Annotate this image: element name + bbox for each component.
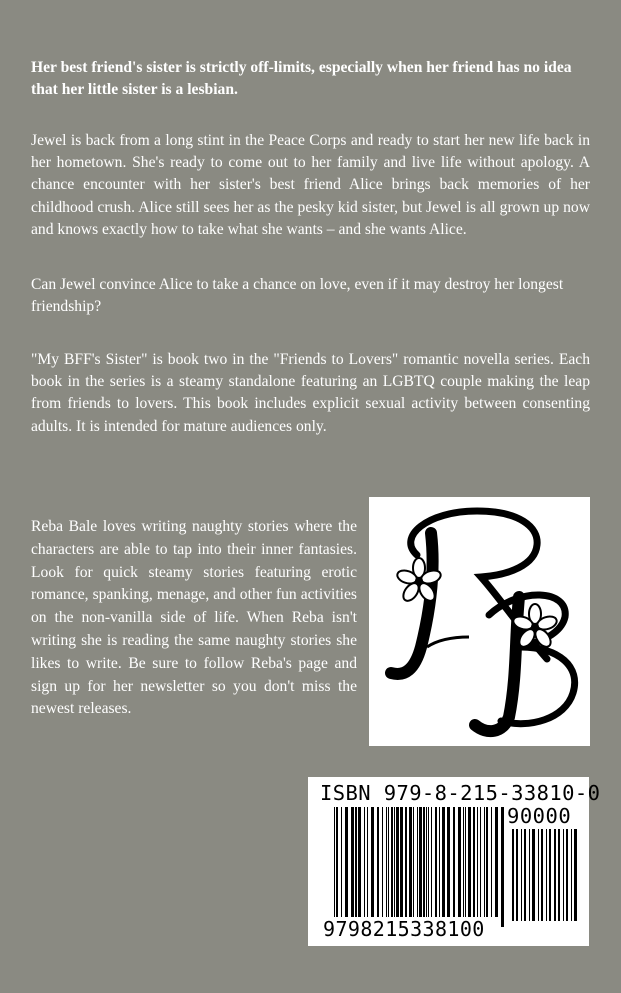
barcode-bar (563, 829, 564, 921)
barcode-bar (512, 829, 514, 921)
barcode-bar (491, 807, 492, 917)
barcode-bar (371, 807, 374, 917)
barcode-bar (442, 807, 445, 917)
barcode-bar (409, 807, 412, 917)
barcode-bar (341, 807, 342, 917)
barcode-bar (419, 807, 422, 927)
barcode-bar (367, 807, 368, 917)
barcode-bar (465, 807, 466, 917)
book-blurb: Jewel is back from a long stint in the Peace Corps and ready to start her new life back in her hometown. She's ready to come out to her family and live life without apology. A chance encounter with her sister's best friend Alice brings back memories of her childhood crush. Alice still sees her as the pesky kid sister, but Jewel is all grown up now and knows exactly how to take what she wants – and she wants Alice. (31, 132, 590, 238)
barcode-bar (453, 807, 455, 917)
barcode-bar (351, 807, 354, 917)
price-code: 90000 (507, 804, 572, 828)
barcode-bar (574, 829, 577, 921)
barcode-bar (396, 807, 399, 917)
barcode-bar (477, 807, 478, 917)
barcode-bar (484, 807, 485, 917)
series-note: "My BFF's Sister" is book two in the "Friends to Lovers" romantic novella series. Each book in the series is a steamy standalone featuring an LGBTQ couple making the leap from friends to lovers. This book includes explicit sexual activity between consenting adults. It is intended for mature audiences only. (31, 351, 590, 435)
barcode-bar (463, 807, 464, 917)
rb-monogram-icon (369, 497, 590, 746)
barcode-bar (336, 807, 338, 927)
barcode-bar (495, 807, 498, 917)
barcode-bar (468, 807, 471, 917)
barcode-bar (554, 829, 556, 921)
barcode-bar (524, 829, 526, 921)
barcode-bar (439, 807, 440, 917)
barcode-bar (566, 829, 568, 921)
barcode-bar (532, 829, 535, 921)
tagline: Her best friend's sister is strictly off-limits, especially when her friend has no idea that her little sister is a lesbian. (31, 59, 572, 99)
barcode-bar (345, 807, 348, 917)
barcode-bar (516, 829, 518, 921)
barcode-bar (386, 807, 387, 917)
barcode-bar (473, 807, 475, 917)
barcode-bar (394, 807, 395, 917)
isbn-label: ISBN 979-8-215-33810-0 (320, 781, 601, 805)
barcode-bar (541, 829, 543, 921)
barcode-bar (391, 807, 393, 917)
barcode-bar (486, 807, 488, 917)
barcode-bar (431, 807, 432, 917)
barcode-bar (364, 807, 365, 917)
barcode-bar (571, 829, 572, 921)
barcode-bar (546, 829, 547, 921)
isbn-barcode (308, 777, 601, 946)
barcode-bar (521, 829, 522, 921)
barcode-bar (417, 807, 418, 927)
barcode-bar (355, 807, 357, 917)
hook-question: Can Jewel convince Alice to take a chance on love, even if it may destroy her longest friendship? (31, 276, 564, 316)
barcode-bar (426, 807, 427, 917)
barcode-bar (377, 807, 379, 917)
barcode-digits: 9798215338100 (323, 917, 485, 941)
barcode-bar (358, 807, 361, 917)
author-bio: Reba Bale loves writing naughty stories where the characters are able to tap into their inner fantasies. Look for quick steamy stories featuring erotic romance, spanking, menage, and other fun activities on the non-vanilla side of life. When Reba isn't writing she is reading the same naughty stories she likes to write. Be sure to follow Reba's page and sign up for her newsletter so you don't miss the newest releases. (31, 518, 357, 718)
barcode-bar (388, 807, 389, 917)
barcode-bar (480, 807, 481, 917)
barcode-bar (334, 807, 335, 927)
author-monogram-logo (369, 497, 590, 746)
barcode-bar (549, 829, 551, 921)
barcode-bar (435, 807, 437, 917)
barcode-bar (413, 807, 414, 917)
barcode-bar (423, 807, 425, 917)
barcode-bar (382, 807, 383, 917)
barcode-bar (501, 807, 504, 927)
barcode-bar (400, 807, 403, 917)
barcode-bar (428, 807, 429, 917)
barcode-bar (558, 829, 560, 921)
barcode-bar (529, 829, 530, 921)
barcode-bar (447, 807, 450, 917)
barcode-bar (458, 807, 461, 917)
barcode-bar (538, 829, 539, 921)
barcode-bar (405, 807, 407, 917)
